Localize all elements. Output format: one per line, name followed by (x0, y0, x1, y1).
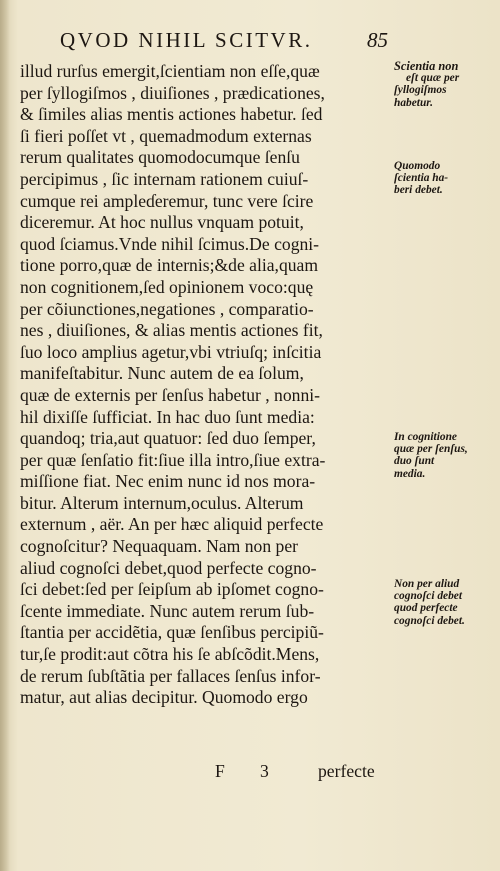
text-line: ſci debet:ſed per ſeipſum ab ipſomet cogno- (20, 579, 324, 600)
marginal-note-line: cognoſci debet. (394, 614, 465, 627)
text-line: de rerum ſubſtãtia per fallaces ſenſus infor- (20, 665, 321, 686)
signature-letter: F (215, 761, 225, 781)
text-line: tur,ſe prodit:aut cõtra his ſe abſcõdit.Mens, (20, 644, 320, 665)
marginal-note-line: duo ſunt (394, 455, 435, 468)
text-line: rerum qualitates quomodocumque ſenſu (20, 147, 300, 168)
text-line: quandoq; tria,aut quatuor: ſed duo ſemper, (20, 428, 316, 449)
text-line: per ſyllogiſmos , diuiſiones , prædicationes, (20, 82, 325, 103)
page-gutter-shadow (0, 0, 10, 871)
marginal-note-line: Scientia non (394, 60, 459, 73)
marginal-note-line: media. (394, 467, 426, 480)
text-line: hil dixiſſe ſufficiat. In hac duo ſunt media: (20, 406, 315, 427)
text-line: ſuo loco amplius agetur,vbi vtriuſq; inſcitia (20, 341, 322, 362)
text-line: quæ de externis per ſenſus habetur , nonni- (20, 384, 320, 405)
signature-number: 3 (260, 761, 269, 781)
text-line: externum , aër. An per hæc aliquid perfecte (20, 514, 324, 535)
text-line: quod ſciamus.Vnde nihil ſcimus.De cogni- (20, 233, 320, 254)
text-line: matur, aut alias decipitur. Quomodo ergo (20, 687, 308, 708)
marginal-note-line: ſcientia ha- (394, 172, 449, 185)
text-line: per cõiunctiones,negationes , comparatio- (20, 298, 314, 319)
marginal-note-line: habetur. (394, 96, 433, 109)
marginal-note-quomodo (394, 160, 496, 197)
marginal-note-line: quod perfecte (394, 602, 458, 615)
text-line: manifeſtabitur. Nunc autem de ea ſolum, (20, 363, 304, 384)
text-line: percipimus , ſic internam rationem cuiuſ- (20, 168, 309, 189)
text-line: per quæ ſenſatio fit:ſiue illa intro,ſiue extra- (20, 449, 326, 470)
text-line: nes , diuiſiones, & alias mentis actiones fit, (20, 320, 323, 341)
text-line: cognoſcitur? Nequaquam. Nam non per (20, 536, 298, 557)
marginal-note-line: Non per aliud (394, 578, 460, 590)
text-line: ſcente immediate. Nunc autem rerum ſub- (20, 600, 315, 621)
marginal-note-in-cognitione (394, 431, 496, 480)
text-line: aliud cognoſci debet,quod perfecte cogno- (20, 557, 317, 578)
text-line: diceremur. At hoc nullus vnquam potuit, (20, 212, 304, 233)
running-title: QVOD NIHIL SCITVR. (60, 28, 313, 52)
text-line: tione porro,quæ de internis;&de alia,quam (20, 255, 319, 276)
marginal-note-scientia-non (394, 60, 496, 109)
marginal-note-line: quæ per ſenſus, (394, 443, 468, 456)
marginal-note-line: beri debet. (394, 184, 443, 197)
marginal-note-line: cognoſci debet (394, 590, 463, 603)
text-line: ſtantia per accidẽtia, quæ ſenſibus percipiũ- (20, 622, 324, 643)
catchword: perfecte (318, 761, 375, 781)
marginal-note-non-per-aliud (394, 578, 496, 627)
marginal-note-line: In cognitione (394, 431, 457, 443)
marginal-note-line: eſt quæ per (406, 72, 460, 85)
page-footer (0, 760, 500, 784)
folio-number: 85 (367, 28, 388, 52)
text-line: bitur. Alterum internum,oculus. Alterum (20, 492, 304, 513)
text-line: illud rurſus emergit,ſcientiam non eſſe,quæ (20, 61, 320, 81)
text-line: ſi fieri poſſet vt , quemadmodum externas (20, 125, 312, 146)
text-line: & ſimiles alias mentis actiones habetur. ſed (20, 104, 323, 125)
text-line: cumque rei ampleɗeremur, tunc vere ſcire (20, 190, 314, 211)
text-line: miſſione fiat. Nec enim nunc id nos mora- (20, 471, 316, 492)
marginal-note-line: ſyllogiſmos (394, 84, 447, 97)
marginal-note-line: Quomodo (394, 160, 441, 172)
main-text-block (20, 61, 393, 709)
text-line: non cognitionem,ſed opinionem voco:quę (20, 276, 314, 297)
